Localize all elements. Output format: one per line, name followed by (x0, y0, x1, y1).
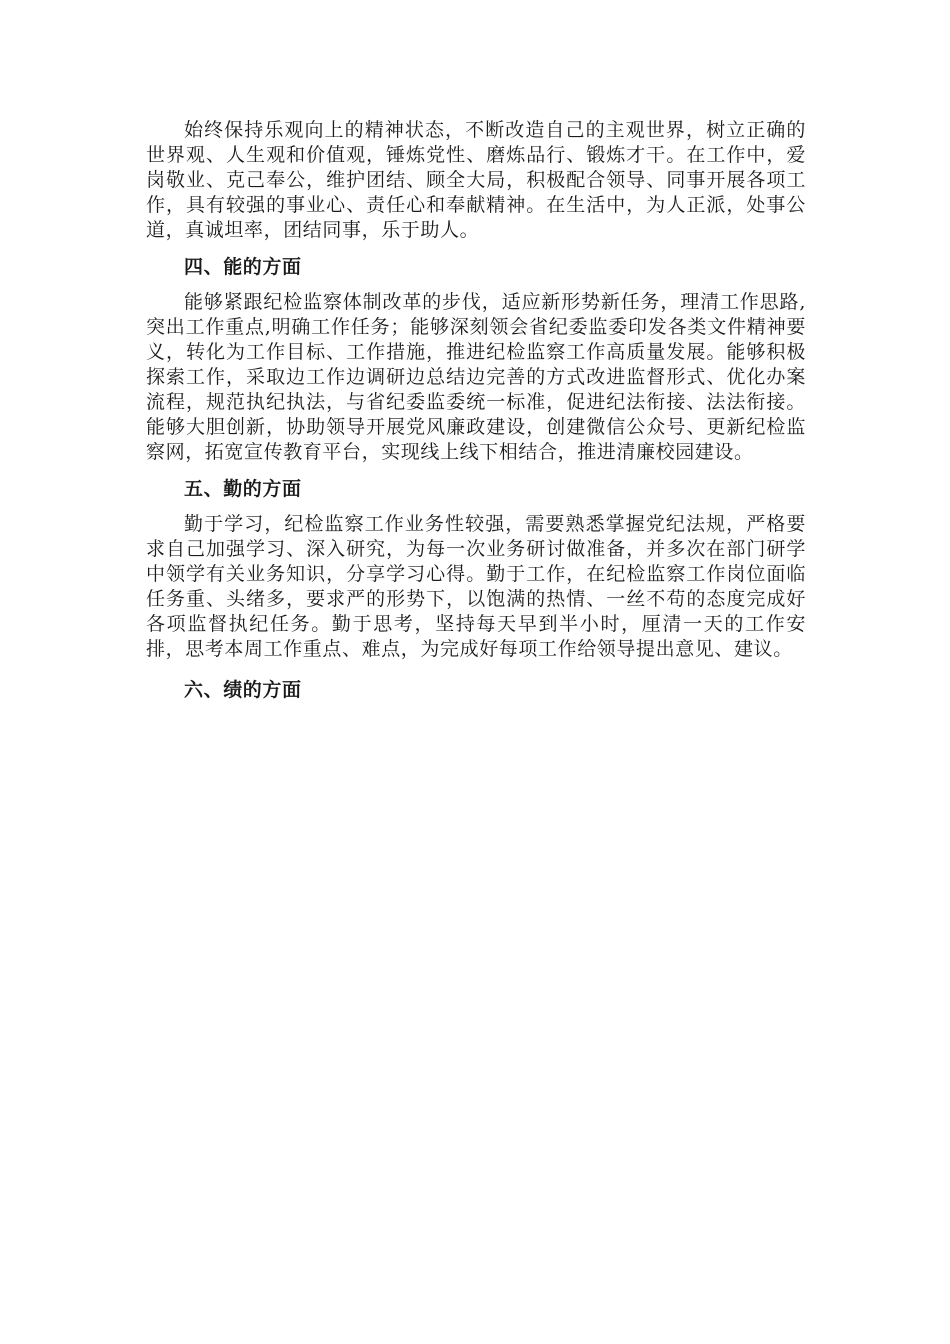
heading-performance: 六、绩的方面 (184, 679, 302, 701)
heading-ability: 四、能的方面 (184, 256, 302, 278)
document-page (146, 118, 806, 703)
heading-diligence: 五、勤的方面 (184, 478, 302, 500)
paragraph-character-traits: 始终保持乐观向上的精神状态，不断改造自己的主观世界，树立正确的世界观、人生观和价值观，锤炼党性、磨炼品行、锻炼才干。在工作中，爱岗敬业、克己奉公，维护团结、顾全大局，积极配合领导、同事开展各项工作，具有较强的事业心、责任心和奉献精神。在生活中，为人正派，处事公道，真诚坦率，团结同事，乐于助人。 (146, 119, 806, 241)
paragraph-diligence: 勤于学习，纪检监察工作业务性较强，需要熟悉掌握党纪法规，严格要求自己加强学习、深入研究，为每一次业务研讨做准备，并多次在部门研学中领学有关业务知识，分享学习心得。勤于工作，在纪检监察工作岗位面临任务重、头绪多，要求严的形势下，以饱满的热情、一丝不苟的态度完成好各项监督执纪任务。勤于思考，坚持每天早到半小时，厘清一天的工作安排，思考本周工作重点、难点，为完成好每项工作给领导提出意见、建议。 (146, 513, 806, 660)
paragraph-ability: 能够紧跟纪检监察体制改革的步伐，适应新形势新任务，理清工作思路,突出工作重点,明确工作任务；能够深刻领会省纪委监委印发各类文件精神要义，转化为工作目标、工作措施，推进纪检监察工作高质量发展。能够积极探索工作，采取边工作边调研边总结边完善的方式改进监督形式、优化办案流程，规范执纪执法，与省纪委监委统一标准，促进纪法衔接、法法衔接。能够大胆创新，协助领导开展党风廉政建设，创建微信公众号、更新纪检监察网，拓宽宣传教育平台，实现线上线下相结合，推进清廉校园建设。 (146, 291, 806, 463)
